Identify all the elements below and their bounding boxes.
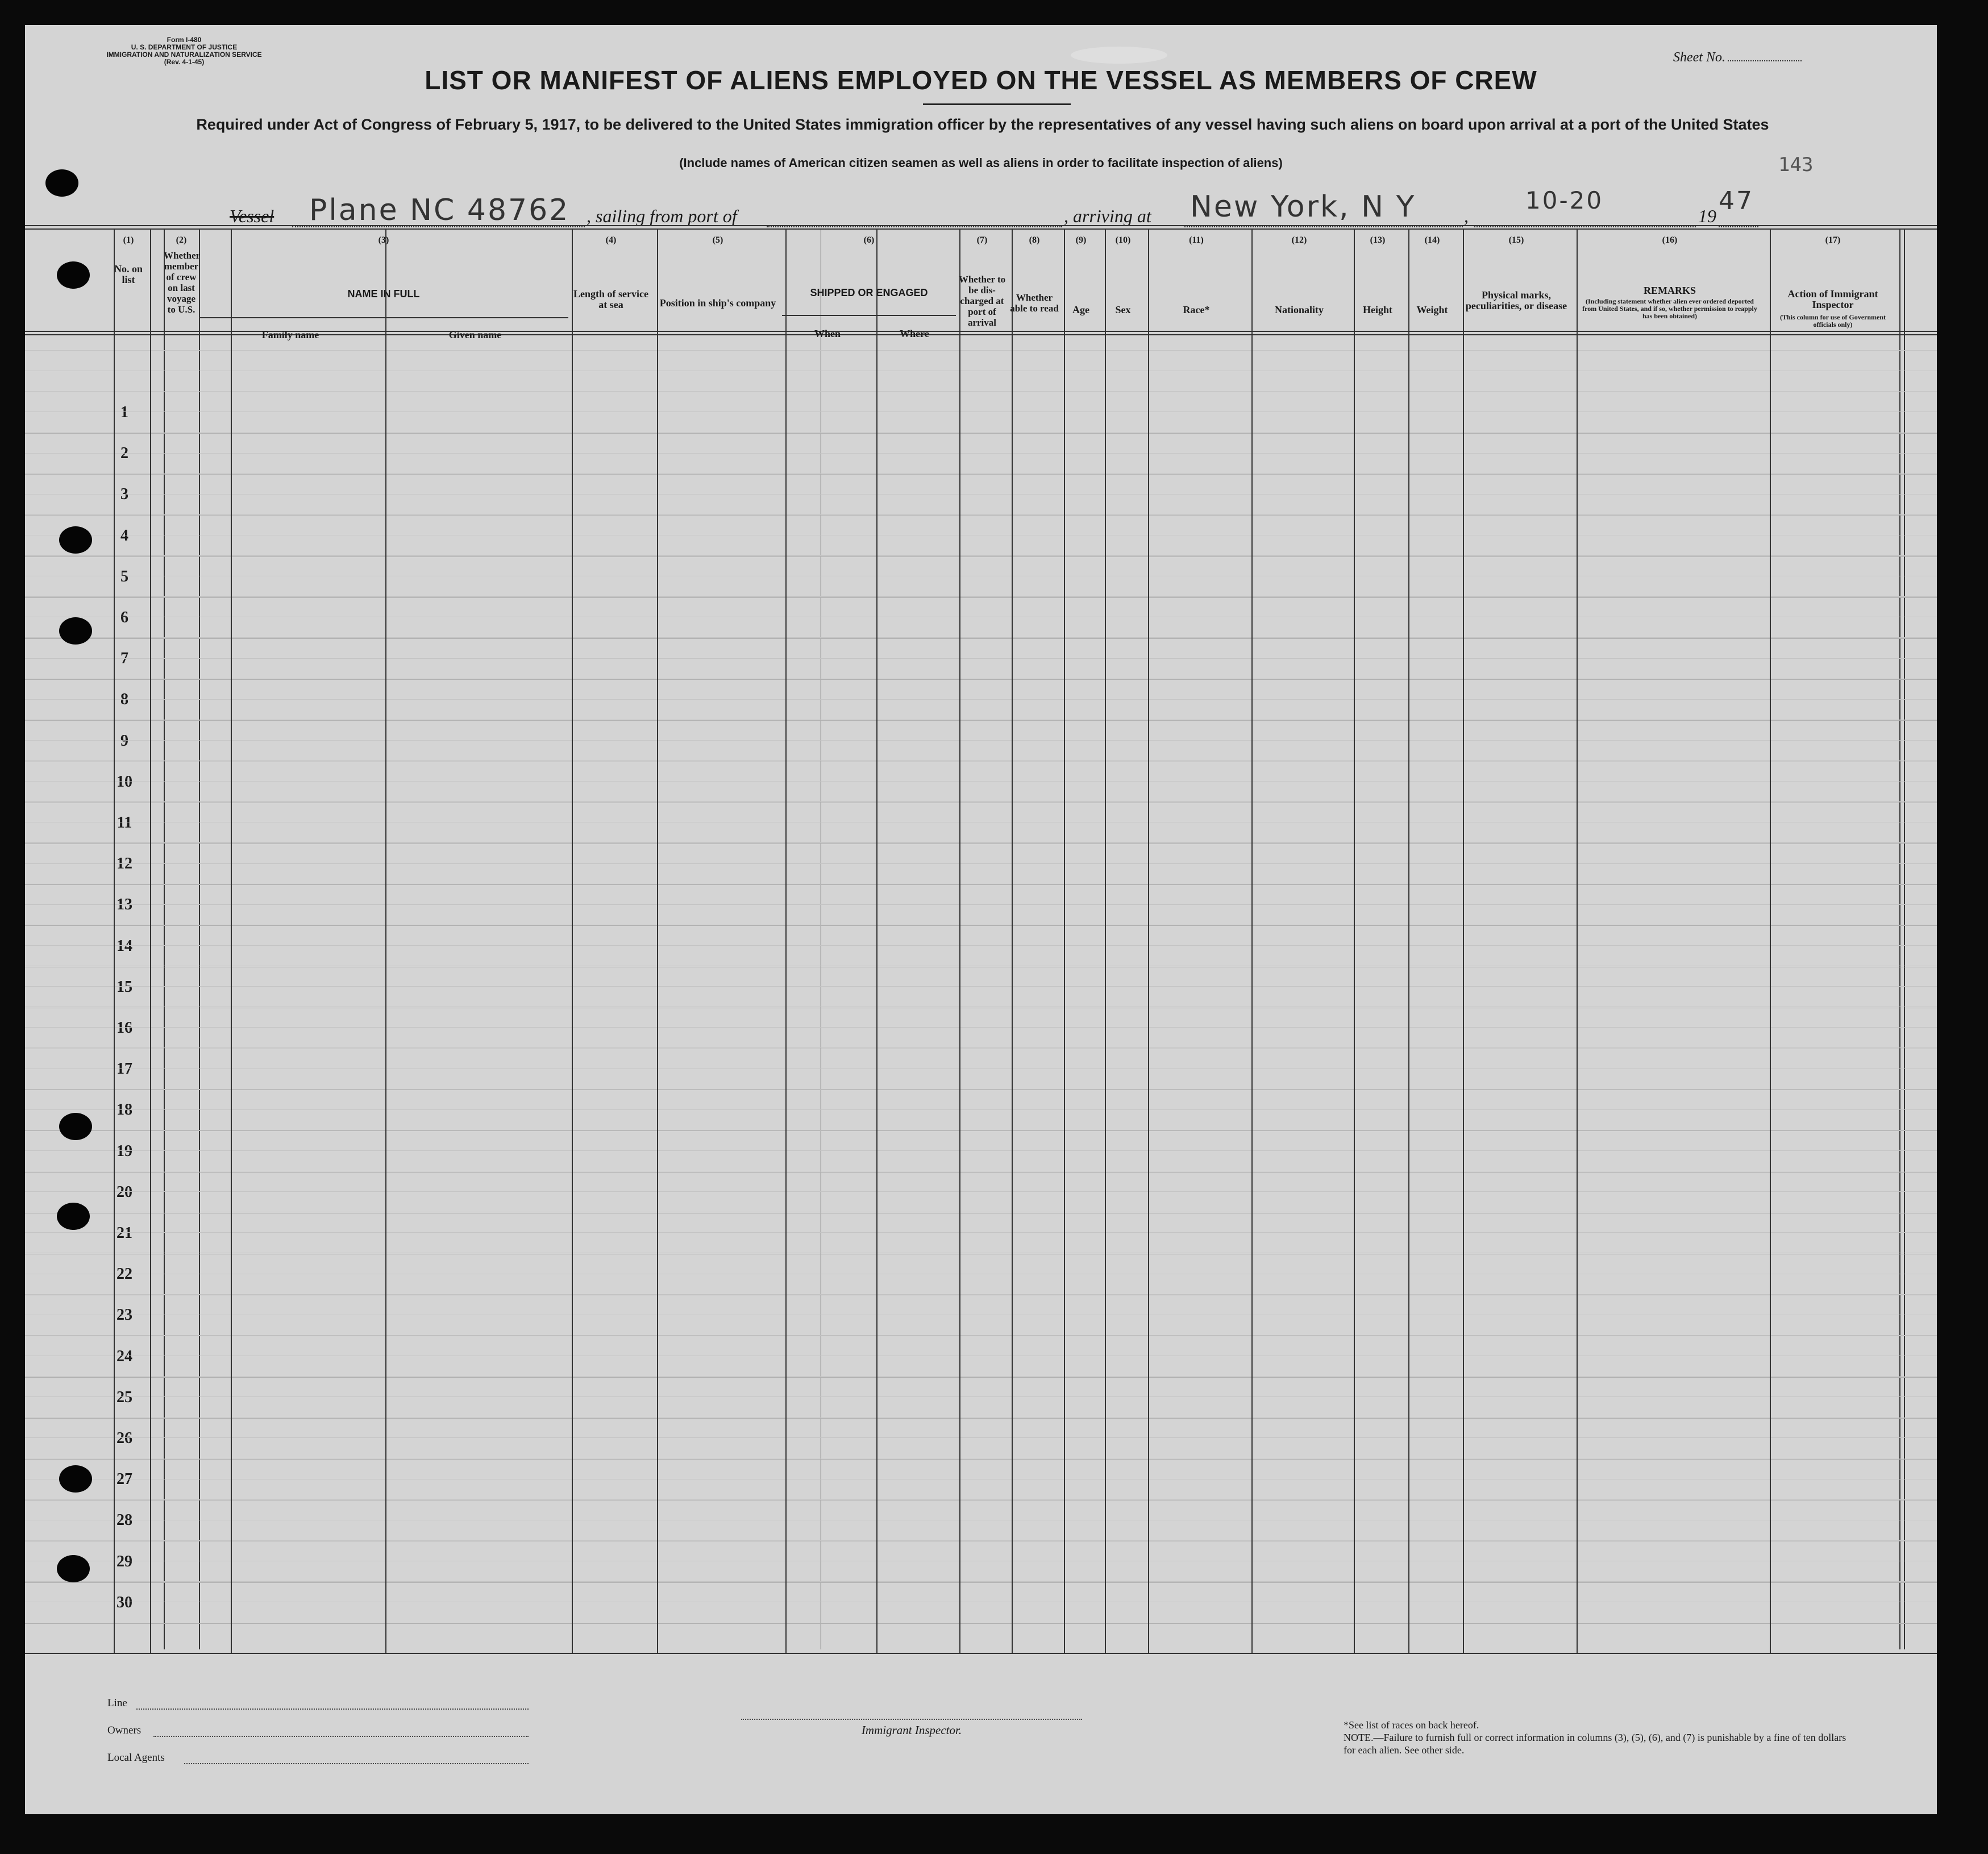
- ruled-line: [25, 1150, 1937, 1151]
- row-number: 22: [117, 1265, 132, 1283]
- title-underline: [923, 103, 1071, 105]
- ruled-line: [25, 658, 1937, 659]
- column-divider: [876, 228, 877, 1653]
- form-revision: (Rev. 4-1-45): [164, 58, 205, 66]
- col-10-label: Sex: [1115, 304, 1131, 315]
- ruled-line: [25, 1294, 1937, 1295]
- ruled-line: [25, 1540, 1937, 1541]
- punch-hole: [45, 169, 78, 197]
- ruled-line: [25, 1396, 1937, 1397]
- table-row: [25, 638, 1937, 639]
- row-number: 27: [117, 1470, 132, 1489]
- row-number: 1: [120, 404, 128, 421]
- stamp-number: 143: [1778, 153, 1814, 176]
- ruled-line: [25, 1109, 1937, 1110]
- row-number: 4: [120, 526, 128, 544]
- row-number: 29: [117, 1552, 132, 1570]
- punch-hole: [59, 526, 92, 554]
- vessel-handwriting: Plane NC 48762: [309, 193, 570, 227]
- col-8-label: Whether able to read: [1010, 292, 1059, 314]
- ruled-line: [25, 1437, 1937, 1438]
- column-divider: [1770, 228, 1771, 1653]
- owners-label: Owners: [107, 1724, 142, 1736]
- row-number: 30: [117, 1593, 132, 1611]
- table-row: [25, 1172, 1937, 1173]
- comma-separator: ,: [1464, 206, 1469, 226]
- table-top-rule-1: [25, 225, 1937, 226]
- punch-hole: [57, 261, 90, 289]
- row-number: 17: [117, 1060, 132, 1078]
- row-number: 7: [120, 650, 128, 668]
- table-row: [25, 1582, 1937, 1583]
- col-17-number: (17): [1825, 235, 1841, 245]
- row-number: 2: [120, 444, 128, 463]
- ruled-line: [25, 1191, 1937, 1192]
- punch-hole: [57, 1555, 90, 1582]
- column-divider: [959, 228, 960, 1653]
- ruled-line: [25, 350, 1937, 351]
- row-number: 15: [117, 978, 132, 996]
- form-number: Form I-480: [167, 36, 202, 44]
- arriving-label: , arriving at: [1064, 206, 1151, 226]
- subheader-rule: [199, 317, 568, 318]
- ruled-line: [25, 411, 1937, 412]
- line-field[interactable]: [136, 1698, 529, 1710]
- sailing-port-field[interactable]: [767, 206, 1062, 227]
- col-13-label: Height: [1363, 304, 1392, 315]
- table-top-rule-2: [25, 228, 1937, 230]
- ruled-line: [25, 842, 1937, 843]
- inspector-signature-line[interactable]: [741, 1719, 1082, 1720]
- ruled-line: [25, 1089, 1937, 1090]
- table-row: [25, 515, 1937, 516]
- column-divider: [1904, 228, 1905, 1649]
- col-3-sub-given: Given name: [448, 329, 502, 340]
- ruled-line: [25, 391, 1937, 392]
- ruled-line: [25, 1499, 1937, 1500]
- col-15-label: Physical marks, peculiarities, or disease: [1465, 289, 1567, 311]
- year-handwriting: 47: [1719, 186, 1754, 215]
- column-divider: [572, 228, 573, 1653]
- row-number: 13: [117, 896, 132, 914]
- column-divider: [1408, 228, 1409, 1653]
- punch-hole: [59, 1465, 92, 1493]
- col-10-number: (10): [1115, 235, 1131, 245]
- column-divider: [231, 228, 232, 1653]
- column-divider: [1105, 228, 1106, 1653]
- col-15-number: (15): [1508, 235, 1524, 245]
- table-bottom-rule: [25, 1653, 1937, 1654]
- col-6-number: (6): [863, 235, 875, 245]
- row-number: 23: [117, 1306, 132, 1324]
- table-row: [25, 720, 1937, 721]
- vessel-label: Vessel: [230, 206, 275, 226]
- ruled-line: [25, 473, 1937, 474]
- ruled-line: [25, 904, 1937, 905]
- service-name: IMMIGRATION AND NATURALIZATION SERVICE: [106, 51, 262, 59]
- ruled-line: [25, 596, 1937, 597]
- table-row: [25, 474, 1937, 475]
- ruled-line: [25, 637, 1937, 638]
- ruled-line: [25, 801, 1937, 802]
- sailing-label: , sailing from port of: [587, 206, 737, 226]
- ruled-line: [25, 760, 1937, 761]
- table-row: [25, 884, 1937, 885]
- row-number: 19: [117, 1142, 132, 1160]
- page-title: LIST OR MANIFEST OF ALIENS EMPLOYED ON THE VESSEL AS MEMBERS OF CREW: [425, 65, 1537, 95]
- col-2-label: Whether member of crew on last voyage to U.S.: [164, 250, 201, 315]
- ruled-line: [25, 432, 1937, 433]
- table-row: [25, 433, 1937, 434]
- table-row: [25, 1377, 1937, 1378]
- table-row: [25, 843, 1937, 844]
- column-divider: [1463, 228, 1464, 1653]
- table-row: [25, 1418, 1937, 1419]
- ruled-line: [25, 1047, 1937, 1048]
- ruled-line: [25, 699, 1937, 700]
- col-16-label: REMARKS: [1643, 285, 1696, 296]
- row-number: 14: [117, 937, 132, 955]
- row-number: 20: [117, 1183, 132, 1201]
- column-divider: [199, 228, 200, 1649]
- ruled-line: [25, 1581, 1937, 1582]
- row-number: 16: [117, 1019, 132, 1037]
- ruled-line: [25, 453, 1937, 454]
- column-divider: [1577, 228, 1578, 1653]
- column-divider: [1064, 228, 1065, 1653]
- sheet-number-label: Sheet No.: [1673, 50, 1725, 65]
- col-1-label: No. on list: [114, 263, 143, 285]
- col-3-label: NAME IN FULL: [347, 288, 420, 300]
- year-prefix: 19: [1698, 206, 1716, 226]
- row-number: 26: [117, 1429, 132, 1447]
- inspector-label: Immigrant Inspector.: [861, 1723, 962, 1737]
- ruled-line: [25, 1232, 1937, 1233]
- table-row: [25, 1459, 1937, 1460]
- department-name: U. S. DEPARTMENT OF JUSTICE: [131, 43, 238, 51]
- sheet-number-field[interactable]: [1673, 50, 1802, 65]
- column-divider: [785, 228, 787, 1653]
- form-notes: [1344, 1719, 1855, 1756]
- col-5-number: (5): [712, 235, 723, 245]
- punch-hole: [59, 1113, 92, 1140]
- penalty-note: NOTE.—Failure to furnish full or correct information in columns (3), (5), (6), and (7) is punishable by a fine of ten dollars for each alien. See other side.: [1344, 1732, 1846, 1756]
- line-label: Line: [107, 1697, 127, 1709]
- column-divider: [1354, 228, 1355, 1653]
- row-number: 21: [117, 1224, 132, 1242]
- table-row: [25, 597, 1937, 598]
- col-5-label: Position in ship's company: [659, 297, 776, 309]
- table-row: [25, 679, 1937, 680]
- col-12-number: (12): [1291, 235, 1307, 245]
- punch-hole: [59, 617, 92, 645]
- col-16-number: (16): [1662, 235, 1678, 245]
- col-6-sub-where: Where: [900, 328, 929, 339]
- column-divider: [1899, 228, 1900, 1649]
- subheader-rule: [782, 315, 956, 316]
- local-agents-field[interactable]: [184, 1753, 529, 1764]
- row-number: 24: [117, 1347, 132, 1365]
- row-number: 25: [117, 1388, 132, 1406]
- row-number: 6: [120, 609, 128, 626]
- ruled-line: [25, 1376, 1937, 1377]
- table-row: [25, 925, 1937, 926]
- ruled-line: [25, 1335, 1937, 1336]
- col-17-note: (This column for use of Government officials only): [1779, 313, 1886, 329]
- column-divider: [164, 228, 165, 1649]
- column-divider: [1148, 228, 1149, 1653]
- punch-hole: [57, 1203, 90, 1230]
- col-1-number: (1): [123, 235, 134, 245]
- ruled-line: [25, 986, 1937, 987]
- crew-table: [25, 225, 1937, 1652]
- col-2-number: (2): [176, 235, 187, 245]
- row-number: 18: [117, 1101, 132, 1119]
- col-3-sub-family: Family name: [261, 329, 319, 340]
- col-16-note: (Including statement whether alien ever ordered deported from United States, and if so, whether permission to reapply has been obtained): [1582, 297, 1757, 320]
- include-note: (Include names of American citizen seamen as well as aliens in order to facilitate inspection of aliens): [679, 156, 1283, 170]
- statute-text: Required under Act of Congress of February 5, 1917, to be delivered to the United States immigration officer by the representatives of any vessel having such aliens on board upon arrival at a port of the United States: [196, 116, 1769, 133]
- table-row: [25, 1623, 1937, 1624]
- row-number: 28: [117, 1511, 132, 1529]
- ruled-line: [25, 1027, 1937, 1028]
- column-divider: [1012, 228, 1013, 1653]
- row-number: 5: [120, 567, 128, 585]
- ruled-line: [25, 555, 1937, 556]
- sheet-number-blank[interactable]: [1728, 60, 1802, 61]
- row-number: 11: [117, 814, 132, 832]
- col-9-label: Age: [1072, 304, 1089, 315]
- form-footer: [25, 1656, 1937, 1814]
- col-6-sub-when: When: [814, 328, 841, 339]
- row-number: 10: [117, 772, 132, 791]
- col-8-number: (8): [1029, 235, 1040, 245]
- row-number: 3: [120, 485, 128, 504]
- arriving-port-handwriting: New York, N Y: [1190, 190, 1416, 224]
- paper-scuff: [1071, 47, 1167, 64]
- col-6-label: SHIPPED OR ENGAGED: [810, 287, 928, 298]
- table-row: [25, 1130, 1937, 1131]
- column-divider: [114, 228, 115, 1653]
- manifest-form-page: [25, 25, 1937, 1814]
- column-divider: [150, 228, 151, 1653]
- row-number: 8: [120, 691, 128, 709]
- ruled-line: [25, 514, 1937, 515]
- col-9-number: (9): [1075, 235, 1087, 245]
- col-11-label: Race*: [1183, 304, 1210, 315]
- col-4-label: Length of service at sea: [573, 288, 648, 310]
- row-number: 12: [117, 855, 132, 873]
- table-row: [25, 556, 1937, 557]
- col-7-label: Whether to be dis-charged at port of arrival: [958, 274, 1006, 328]
- column-divider: [657, 228, 658, 1653]
- ruled-line: [25, 740, 1937, 741]
- row-number: 9: [120, 731, 128, 750]
- col-11-number: (11): [1189, 235, 1204, 245]
- owners-field[interactable]: [153, 1726, 529, 1737]
- column-divider: [385, 228, 386, 1653]
- column-divider: [1251, 228, 1253, 1653]
- col-4-number: (4): [605, 235, 617, 245]
- races-note: *See list of races on back hereof.: [1344, 1719, 1479, 1731]
- col-3-number: (3): [378, 235, 389, 245]
- col-17-label: Action of Immigrant Inspector: [1787, 288, 1878, 310]
- ruled-line: [25, 945, 1937, 946]
- col-14-number: (14): [1424, 235, 1440, 245]
- col-7-number: (7): [976, 235, 988, 245]
- form-identifier: [99, 36, 269, 66]
- col-13-number: (13): [1370, 235, 1386, 245]
- col-14-label: Weight: [1416, 304, 1448, 315]
- col-12-label: Nationality: [1274, 304, 1324, 315]
- local-agents-label: Local Agents: [107, 1752, 165, 1764]
- arrival-date-handwriting: 10-20: [1525, 186, 1604, 214]
- ruled-line: [25, 863, 1937, 864]
